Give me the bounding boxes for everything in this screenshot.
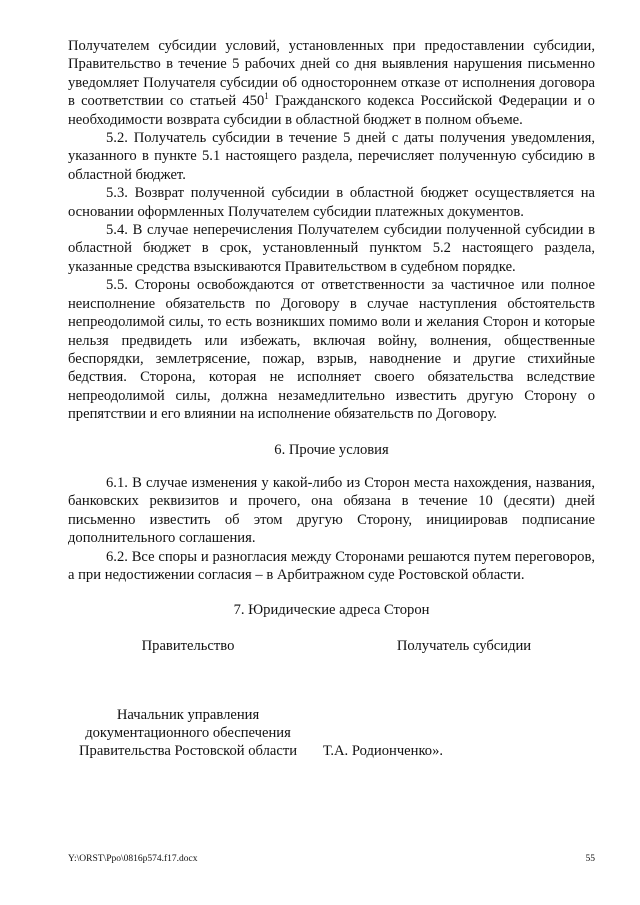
paragraph-6-2: 6.2. Все споры и разногласия между Сторонами решаются путем переговоров, а при недостижении согласия – в Арбитражном суде Ростовской области.: [68, 548, 595, 583]
footer-file-path: Y:\ORST\Ppo\0816p574.f17.docx: [68, 854, 198, 864]
footer-page-number: 55: [585, 854, 595, 864]
paragraph-5-1-continued: Получателем субсидии условий, установленных при предоставлении субсидии, Правительство в течение 5 рабочих дней со дня выявления нарушения письменно уведомляет Получателя субсидии об одностороннем отказе от исполнения договора в соответствии со статьей $450^1$ Гражданского кодекса Российской Федерации и о необходимости возврата субсидии в областной бюджет в полном объеме.: [68, 38, 595, 128]
signatory-name: Т.А. Родионченко».: [322, 743, 444, 759]
paragraph-5-2: 5.2. Получатель субсидии в течение 5 дней с даты получения уведомления, указанного в пункте 5.1 настоящего раздела, перечисляет полученную субсидию в областной бюджет.: [68, 130, 595, 183]
section-6-heading: 6. Прочие условия: [274, 441, 389, 458]
paragraph-6-1: 6.1. В случае изменения у какой-либо из Сторон места нахождения, названия, банковских реквизитов и прочего, она обязана в течение 10 (десяти) дней письменно известить об этом другую Сторону, инициировав подписание дополнительного соглашения.: [68, 474, 595, 547]
paragraph-5-4: 5.4. В случае неперечисления Получателем субсидии полученной субсидии в областной бюджет в срок, установленный пунктом 5.2 настоящего раздела, указанные средства взыскиваются Правительством в судебном порядке.: [68, 222, 595, 275]
paragraph-5-3: 5.3. Возврат полученной субсидии в областной бюджет осуществляется на основании оформленных Получателем субсидии платежных документов.: [68, 185, 595, 220]
document-page: [68, 37, 595, 620]
party-government: Правительство: [141, 638, 235, 654]
section-7-heading: 7. Юридические адреса Сторон: [233, 602, 430, 619]
superscript: 1: [264, 91, 269, 102]
party-recipient: Получатель субсидии: [396, 638, 532, 654]
paragraph-5-5: 5.5. Стороны освобождаются от ответственности за частичное или полное неисполнение обязательств по Договору в случае наступления обстоятельств непреодолимой силы, то есть возникших помимо воли и желания Сторон и которые нельзя предвидеть или избежать, включая войну, волнения, общественные беспорядки, землетрясение, пожар, взрыв, наводнение и другие стихийные бедствия. Сторона, которая не исполняет своего обязательства вследствие непреодолимой силы, должна незамедлительно известить другую Сторону о препятствии и его влиянии на исполнение обязательств по Договору.: [68, 277, 595, 423]
